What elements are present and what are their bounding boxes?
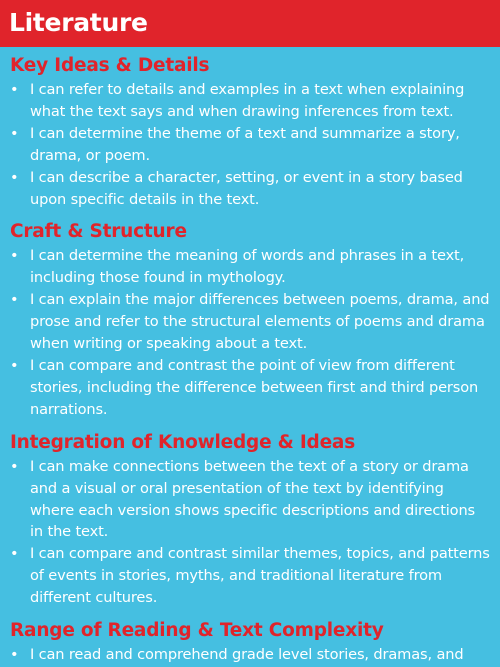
list-item (10, 644, 492, 666)
list-item-text: I can describe a character, setting, or event in a story based upon specific details in the text. (30, 168, 463, 208)
bullet-icon: • (10, 646, 19, 664)
list-item-text: I can read and comprehend grade level stories, dramas, and (30, 646, 464, 664)
list-item (10, 245, 492, 289)
section-craft-structure (10, 219, 492, 420)
standards-list (10, 456, 492, 609)
bullet-icon: • (10, 168, 19, 186)
list-item (10, 123, 492, 167)
list-item (10, 79, 492, 123)
list-item-text: I can refer to details and examples in a text when explaining what the text says and when drawing inferences from text. (30, 81, 465, 120)
list-item (10, 543, 492, 609)
bullet-icon: • (10, 81, 19, 98)
bullet-icon: • (10, 356, 19, 374)
page-title: Literature (9, 8, 148, 37)
section-range-reading-complexity (10, 618, 492, 666)
list-item-text: I can determine the meaning of words and phrases in a text, including those found in mythology. (30, 247, 465, 287)
list-item-text: I can compare and contrast the point of view from different stories, including the difference between first and third person narrations. (30, 356, 479, 418)
list-item-text: I can explain the major differences between poems, drama, and prose and refer to the structural elements of poems and drama when writing or speaking about a text. (30, 291, 490, 353)
list-item (10, 167, 492, 211)
list-item (10, 355, 492, 421)
list-item (10, 456, 492, 544)
standards-list (10, 644, 492, 666)
bullet-icon: • (10, 247, 19, 265)
section-heading: Key Ideas & Details (10, 55, 210, 76)
section-heading: Integration of Knowledge & Ideas (10, 431, 356, 453)
standards-list (10, 245, 492, 420)
list-item-text: I can compare and contrast similar themes, topics, and patterns of events in stories, myths, and traditional literature from different cultures. (30, 545, 490, 607)
standards-content (0, 47, 500, 667)
list-item-text: I can determine the theme of a text and summarize a story, drama, or poem. (30, 124, 460, 164)
list-item (10, 289, 492, 355)
section-heading: Range of Reading & Text Complexity (10, 620, 384, 642)
list-item-text: I can make connections between the text of a story or drama and a visual or oral presentation of the text by identifying where each version shows specific descriptions and directions in the text. (30, 457, 476, 541)
title-bar (0, 0, 500, 47)
section-key-ideas-details (10, 53, 492, 210)
bullet-icon: • (10, 545, 19, 563)
standards-list (10, 79, 492, 210)
bullet-icon: • (10, 457, 19, 475)
bullet-icon: • (10, 124, 19, 142)
section-heading: Craft & Structure (10, 221, 187, 243)
section-integration-knowledge-ideas (10, 430, 492, 609)
bullet-icon: • (10, 291, 19, 309)
